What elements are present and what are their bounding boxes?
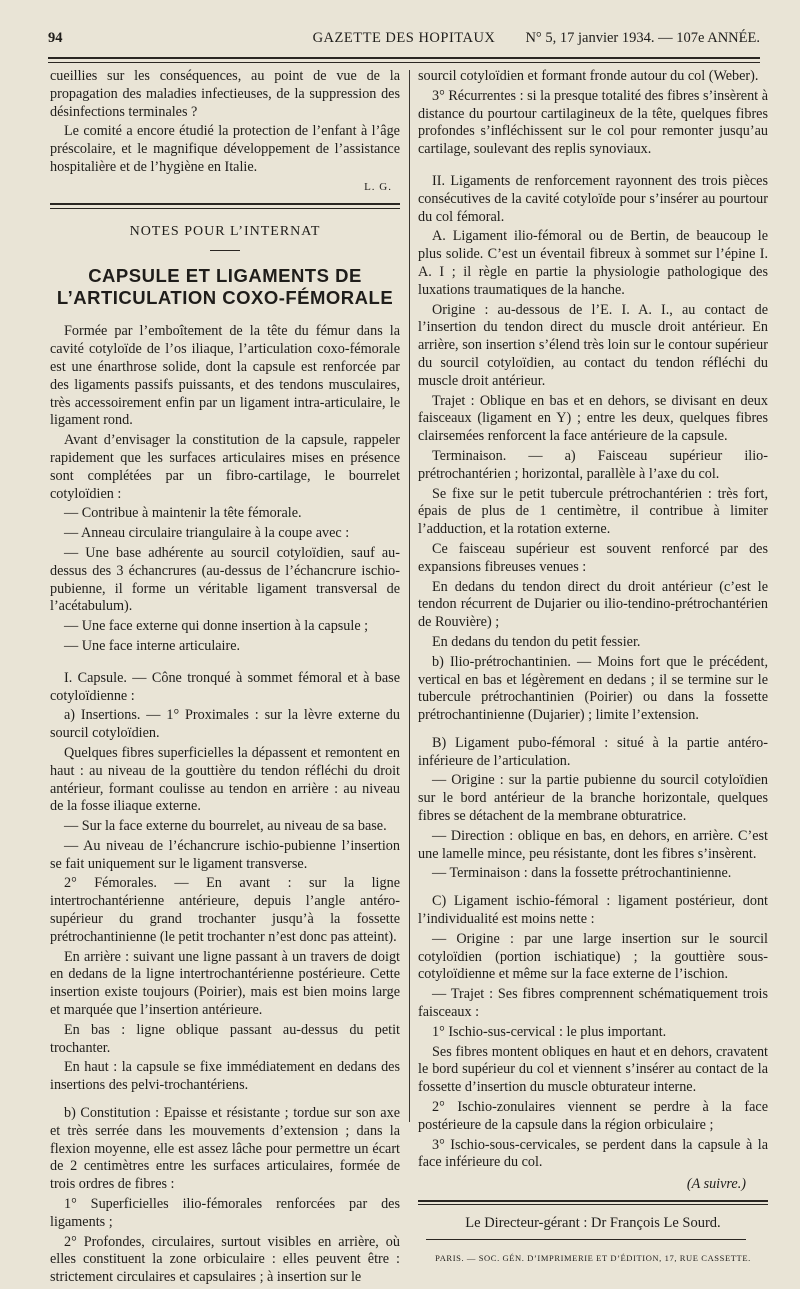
paragraph: — Contribue à maintenir la tête fémorale. [64,505,302,522]
article-title: CAPSULE ET LIGAMENTS DE L’ARTICULATION COXO-FÉMORALE [56,265,394,309]
paragraph: cueillies sur les conséquences, au point de vue de la propagation des maladies infectieuses, de la suppression des désinfections terminales ? [50,68,400,120]
page-header [48,30,760,54]
page-number: 94 [48,30,63,46]
continued-note: (A suivre.) [686,1176,746,1193]
paragraph: — Trajet : Ses fibres comprennent schématiquement trois faisceaux : [418,986,768,1021]
paragraph: — Une face interne articulaire. [64,637,241,654]
paragraph: 2° Fémorales. — En avant : sur la ligne intertrochantérienne antérieure, depuis l’angle antéro-supérieur du grand trochanter jusqu’à la fossette prétrochantinienne (le petit trochanter n’est donc pas atteint). [50,875,400,945]
paragraph: En dedans du tendon du petit fessier. [432,633,641,650]
header-rule-thin [48,62,760,63]
paragraph: sourcil cotyloïdien et formant fronde autour du col (Weber). [418,68,759,84]
paragraph: Terminaison. — a) Faisceau supérieur ilio-prétrochantérien ; horizontal, parallèle à l’axe du col. [418,447,768,482]
paragraph: Le comité a encore étudié la protection de l’enfant à l’âge préscolaire, et le magnifique développement de l’assistance hospitalière et de l’hygiène en Italie. [50,123,400,175]
spacer [50,658,400,670]
right-column [418,68,768,1268]
paragraph: Avant d’envisager la constitution de la capsule, rappeler rapidement que les surfaces articulaires mises en présence sont complétées par un fibro-cartilage, le bourrelet cotyloïdien : [50,432,400,502]
signature: L. G. [364,180,392,193]
closing-rule [418,1200,768,1205]
paragraph: — Terminaison : dans la fossette prétrochantinienne. [432,865,732,882]
paragraph: 1° Ischio-sus-cervical : le plus important. [432,1023,667,1040]
paragraph: b) Constitution : Epaisse et résistante ; tordue sur son axe et très serrée dans les mouvements d’extension ; dans la flexion moyenne, elle est assez lâche pour permettre un écart de 2 centimètres entre les surfaces articulaires, formée de trois ordres de fibres : [50,1105,400,1193]
paragraph: En bas : ligne oblique passant au-dessus du petit trochanter. [50,1021,400,1056]
paragraph: — Au niveau de l’échancrure ischio-pubienne l’insertion se fait uniquement sur le ligament transverse. [50,837,400,872]
paragraph: A. Ligament ilio-fémoral ou de Bertin, de beaucoup le plus solide. C’est un éventail fibreux à sommet sur l’épine I. A. I ; il règle en partie la physiologie pathologique des luxations traumatiques de la hanche. [418,228,768,298]
paragraph: — Origine : sur la partie pubienne du sourcil cotyloïdien sur le bord antérieur de la branche horizontale, quelques fibres se détachent de la membrane obturatrice. [418,772,768,825]
paragraph: 2° Ischio-zonulaires viennent se perdre à la face postérieure de la capsule dans la région orbiculaire ; [418,1099,768,1133]
paragraph: 1° Superficielles ilio-fémorales renforcées par des ligaments ; [50,1196,400,1230]
paragraph: I. Capsule. — Cône tronqué à sommet fémoral et à base cotyloïdienne : [50,669,400,704]
paragraph: Formée par l’emboîtement de la tête du fémur dans la cavité cotyloïde de l’os iliaque, l’articulation coxo-fémorale est une énarthrose solide, dont la capsule est renforcée par des ligaments passifs puissants, et des tendons musculaires, très accessoirement enfin par un ligament intra-articulaire, le ligament rond. [50,323,400,429]
paragraph: — Anneau circulaire triangulaire à la coupe avec : [64,525,350,542]
section-divider [50,203,400,209]
section-heading: NOTES POUR L’INTERNAT [129,223,321,239]
paragraph: Quelques fibres superficielles la dépassent et remontent en haut : au niveau de la gouttière du tendon réfléchi du droit antérieur, formant coulisse au tendon en arrière : au niveau de la fosse iliaque externe. [50,744,400,815]
header-rule [48,57,760,59]
paragraph: B) Ligament pubo-fémoral : situé à la partie antéro-inférieure de l’articulation. [418,734,768,769]
paragraph: — Sur la face externe du bourrelet, au niveau de sa base. [64,818,387,835]
paragraph: b) Ilio-prétrochantinien. — Moins fort que le précédent, vertical en bas et légèrement en dedans ; il se termine sur le tubercule prétrochantinien (Poirier) ou dans la fossette prétrochantinienne (Dujarier) ; limite l’extension. [418,653,768,724]
paragraph: — Une face externe qui donne insertion à la capsule ; [64,618,369,635]
imprint-rule [426,1239,746,1240]
paragraph: Trajet : Oblique en bas et en dehors, se divisant en deux faisceaux (ligament en Y) ; entre les deux, quelques fibres clairsemées renforcent la face antérieure de la capsule. [418,392,768,445]
paragraph: — Origine : par une large insertion sur le sourcil cotyloïdien (portion ischiatique) ; la gouttière sous-cotyloïdienne et même sur la face externe de l’ischion. [418,930,768,983]
paragraph: Ses fibres montent obliques en haut et en dehors, cravatent le bord supérieur du col et viennent s’insérer au contact de la fossette d’insertion du muscle obturateur interne. [418,1043,768,1096]
left-column [50,68,400,1289]
spacer [50,1097,400,1105]
paragraph: Se fixe sur le petit tubercule prétrochantérien : très fort, épais de plus de 1 centimètre, il contribue à limiter l’adduction, et la rotation externe. [418,485,768,538]
director-line: Le Directeur-gérant : Dr François Le Sourd. [465,1215,721,1232]
paragraph: Ce faisceau supérieur est souvent renforcé par des expansions fibreuses venues : [418,540,768,575]
paragraph: 2° Profondes, circulaires, surtout visibles en arrière, où elles constituent la zone orbiculaire : elles peuvent être : strictement circulaires et capsulaires ; à insertion sur le [50,1233,400,1286]
paragraph: En haut : la capsule se fixe immédiatement en dedans des insertions des pelvi-trochantériens. [50,1059,400,1094]
paragraph: C) Ligament ischio-fémoral : ligament postérieur, dont l’individualité est moins nette : [418,893,768,928]
paragraph: — Direction : oblique en bas, en dehors, en arrière. C’est une lamelle mince, peu résistante, dont les fibres s’insèrent. [418,827,768,862]
paragraph: 3° Ischio-sous-cervicales, se perdent dans la capsule à la face inférieure du col. [418,1136,768,1171]
paragraph: Origine : au-dessous de l’E. I. A. I., au contact de l’insertion du tendon direct du muscle droit antérieur. En arrière, son insertion s’élend très loin sur le contour supérieur du sourcil cotyloïdien, au contact du tendon réfléchi du muscle droit antérieur. [418,301,768,389]
column-divider [409,70,410,1122]
paragraph: — Une base adhérente au sourcil cotyloïdien, sauf au-dessus des 3 échancrures (au-dessus de l’échancrure ischio-pubienne, il forme un véritable ligament transversal de l’acétabulum). [50,544,400,615]
paragraph: En arrière : suivant une ligne passant à un travers de doigt en dedans de la ligne intertrochantérienne postérieure. Cette insertion existe toujours (Poirier), mais est bien moins large et marquée que l’insertion antérieure. [50,948,400,1019]
paragraph: a) Insertions. — 1° Proximales : sur la lèvre externe du sourcil cotyloïdien. [50,707,400,742]
journal-title: GAZETTE DES HOPITAUX [312,30,496,46]
paragraph: 3° Récurrentes : si la presque totalité des fibres s’insèrent à distance du pourtour cartilagineux de la tête, quelques fibres profondes s’infléchissent sur le col pour remonter jusqu’au cartilage, soulevant des replis synoviaux. [418,87,768,158]
paragraph: II. Ligaments de renforcement rayonnent des trois pièces consécutives de la cavité cotyloïde pour s’insérer au pourtour du col fémoral. [418,172,768,225]
paragraph: En dedans du tendon direct du droit antérieur (c’est le tendon récurrent de Dujarier ou ilio-tendino-prétrochantérien de Rouvière) ; [418,578,768,631]
short-rule [210,250,240,251]
spacer [418,885,768,893]
issue-info: N° 5, 17 janvier 1934. — 107e ANNÉE. [525,30,760,46]
spacer [418,727,768,735]
spacer [418,161,768,173]
printer-imprint: PARIS. — SOC. GÉN. D’IMPRIMERIE ET D’ÉDITION, 17, RUE CASSETTE. [435,1252,751,1263]
